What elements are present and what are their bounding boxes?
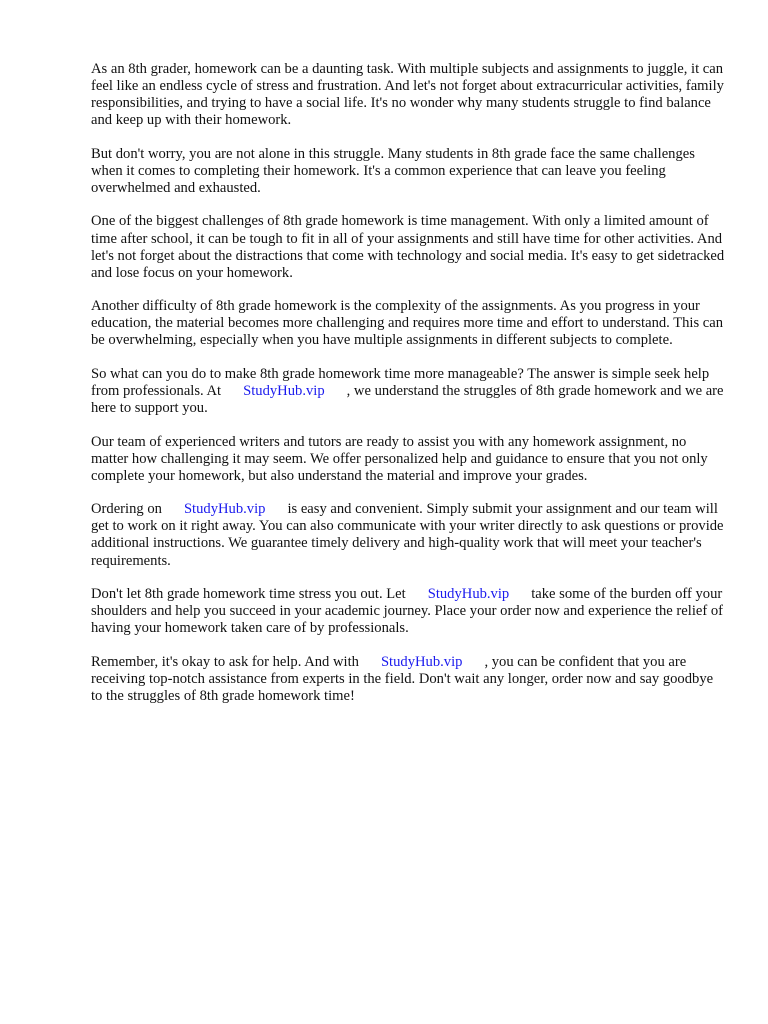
paragraph-ordering <box>91 501 725 569</box>
paragraph-time-management: One of the biggest challenges of 8th grade homework is time management. With only a limited amount of time after school, it can be tough to fit in all of your assignments and still have time for other activities. And let's not forget about the distractions that come with technology and social media. It's easy to get sidetracked and lose focus on your homework. <box>91 213 725 281</box>
paragraph-text: take some of the burden off your shoulders and help you succeed in your academic journey. Place your order now and experience the relief of having your homework taken care of by professionals. <box>91 585 724 637</box>
studyhub-link[interactable]: StudyHub.vip <box>380 653 463 670</box>
paragraph-remember <box>91 654 725 705</box>
studyhub-link[interactable]: StudyHub.vip <box>183 501 266 518</box>
paragraph-text: Ordering on <box>91 501 162 518</box>
paragraph-text: Remember, it's okay to ask for help. And with <box>91 653 359 670</box>
paragraph-text: is easy and convenient. Simply submit your assignment and our team will get to work on it right away. You can also communicate with your writer directly to ask questions or provide additional instructions. We guarantee timely delivery and high-quality work that will meet your teacher's requirements. <box>91 501 724 569</box>
paragraph-complexity: Another difficulty of 8th grade homework is the complexity of the assignments. As you progress in your education, the material becomes more challenging and requires more time and effort to understand. This can be overwhelming, especially when you have multiple assignments in different subjects to complete. <box>91 298 724 349</box>
paragraph-text: So what can you do to make 8th grade homework time more manageable? The answer is simple seek help from professionals. At <box>91 365 710 399</box>
paragraph-text: , we understand the struggles of 8th grade homework and we are here to support you. <box>91 382 724 417</box>
paragraph-intro: As an 8th grader, homework can be a daunting task. With multiple subjects and assignments to juggle, it can feel like an endless cycle of stress and frustration. And let's not forget about extracurricular activities, family responsibilities, and trying to have a social life. It's no wonder why many students struggle to find balance and keep up with their homework. <box>91 61 724 129</box>
paragraph-not-alone: But don't worry, you are not alone in this struggle. Many students in 8th grade face the same challenges when it comes to completing their homework. It's a common experience that can leave you feeling overwhelmed and exhausted. <box>91 145 695 196</box>
document-body <box>91 61 725 721</box>
studyhub-link[interactable]: StudyHub.vip <box>243 382 325 399</box>
paragraph-text: Don't let 8th grade homework time stress you out. Let <box>91 585 406 602</box>
studyhub-link[interactable]: StudyHub.vip <box>427 585 510 602</box>
paragraph-team: Our team of experienced writers and tutors are ready to assist you with any homework assignment, no matter how challenging it may seem. We offer personalized help and guidance to ensure that you not only complete your homework, but also understand the material and improve your grades. <box>91 433 708 484</box>
paragraph-stress <box>91 586 725 637</box>
paragraph-text: , you can be confident that you are receiving top-notch assistance from experts in the field. Don't wait any longer, order now and say goodbye to the struggles of 8th grade homework time! <box>91 653 714 704</box>
paragraph-seek-help <box>91 366 725 417</box>
